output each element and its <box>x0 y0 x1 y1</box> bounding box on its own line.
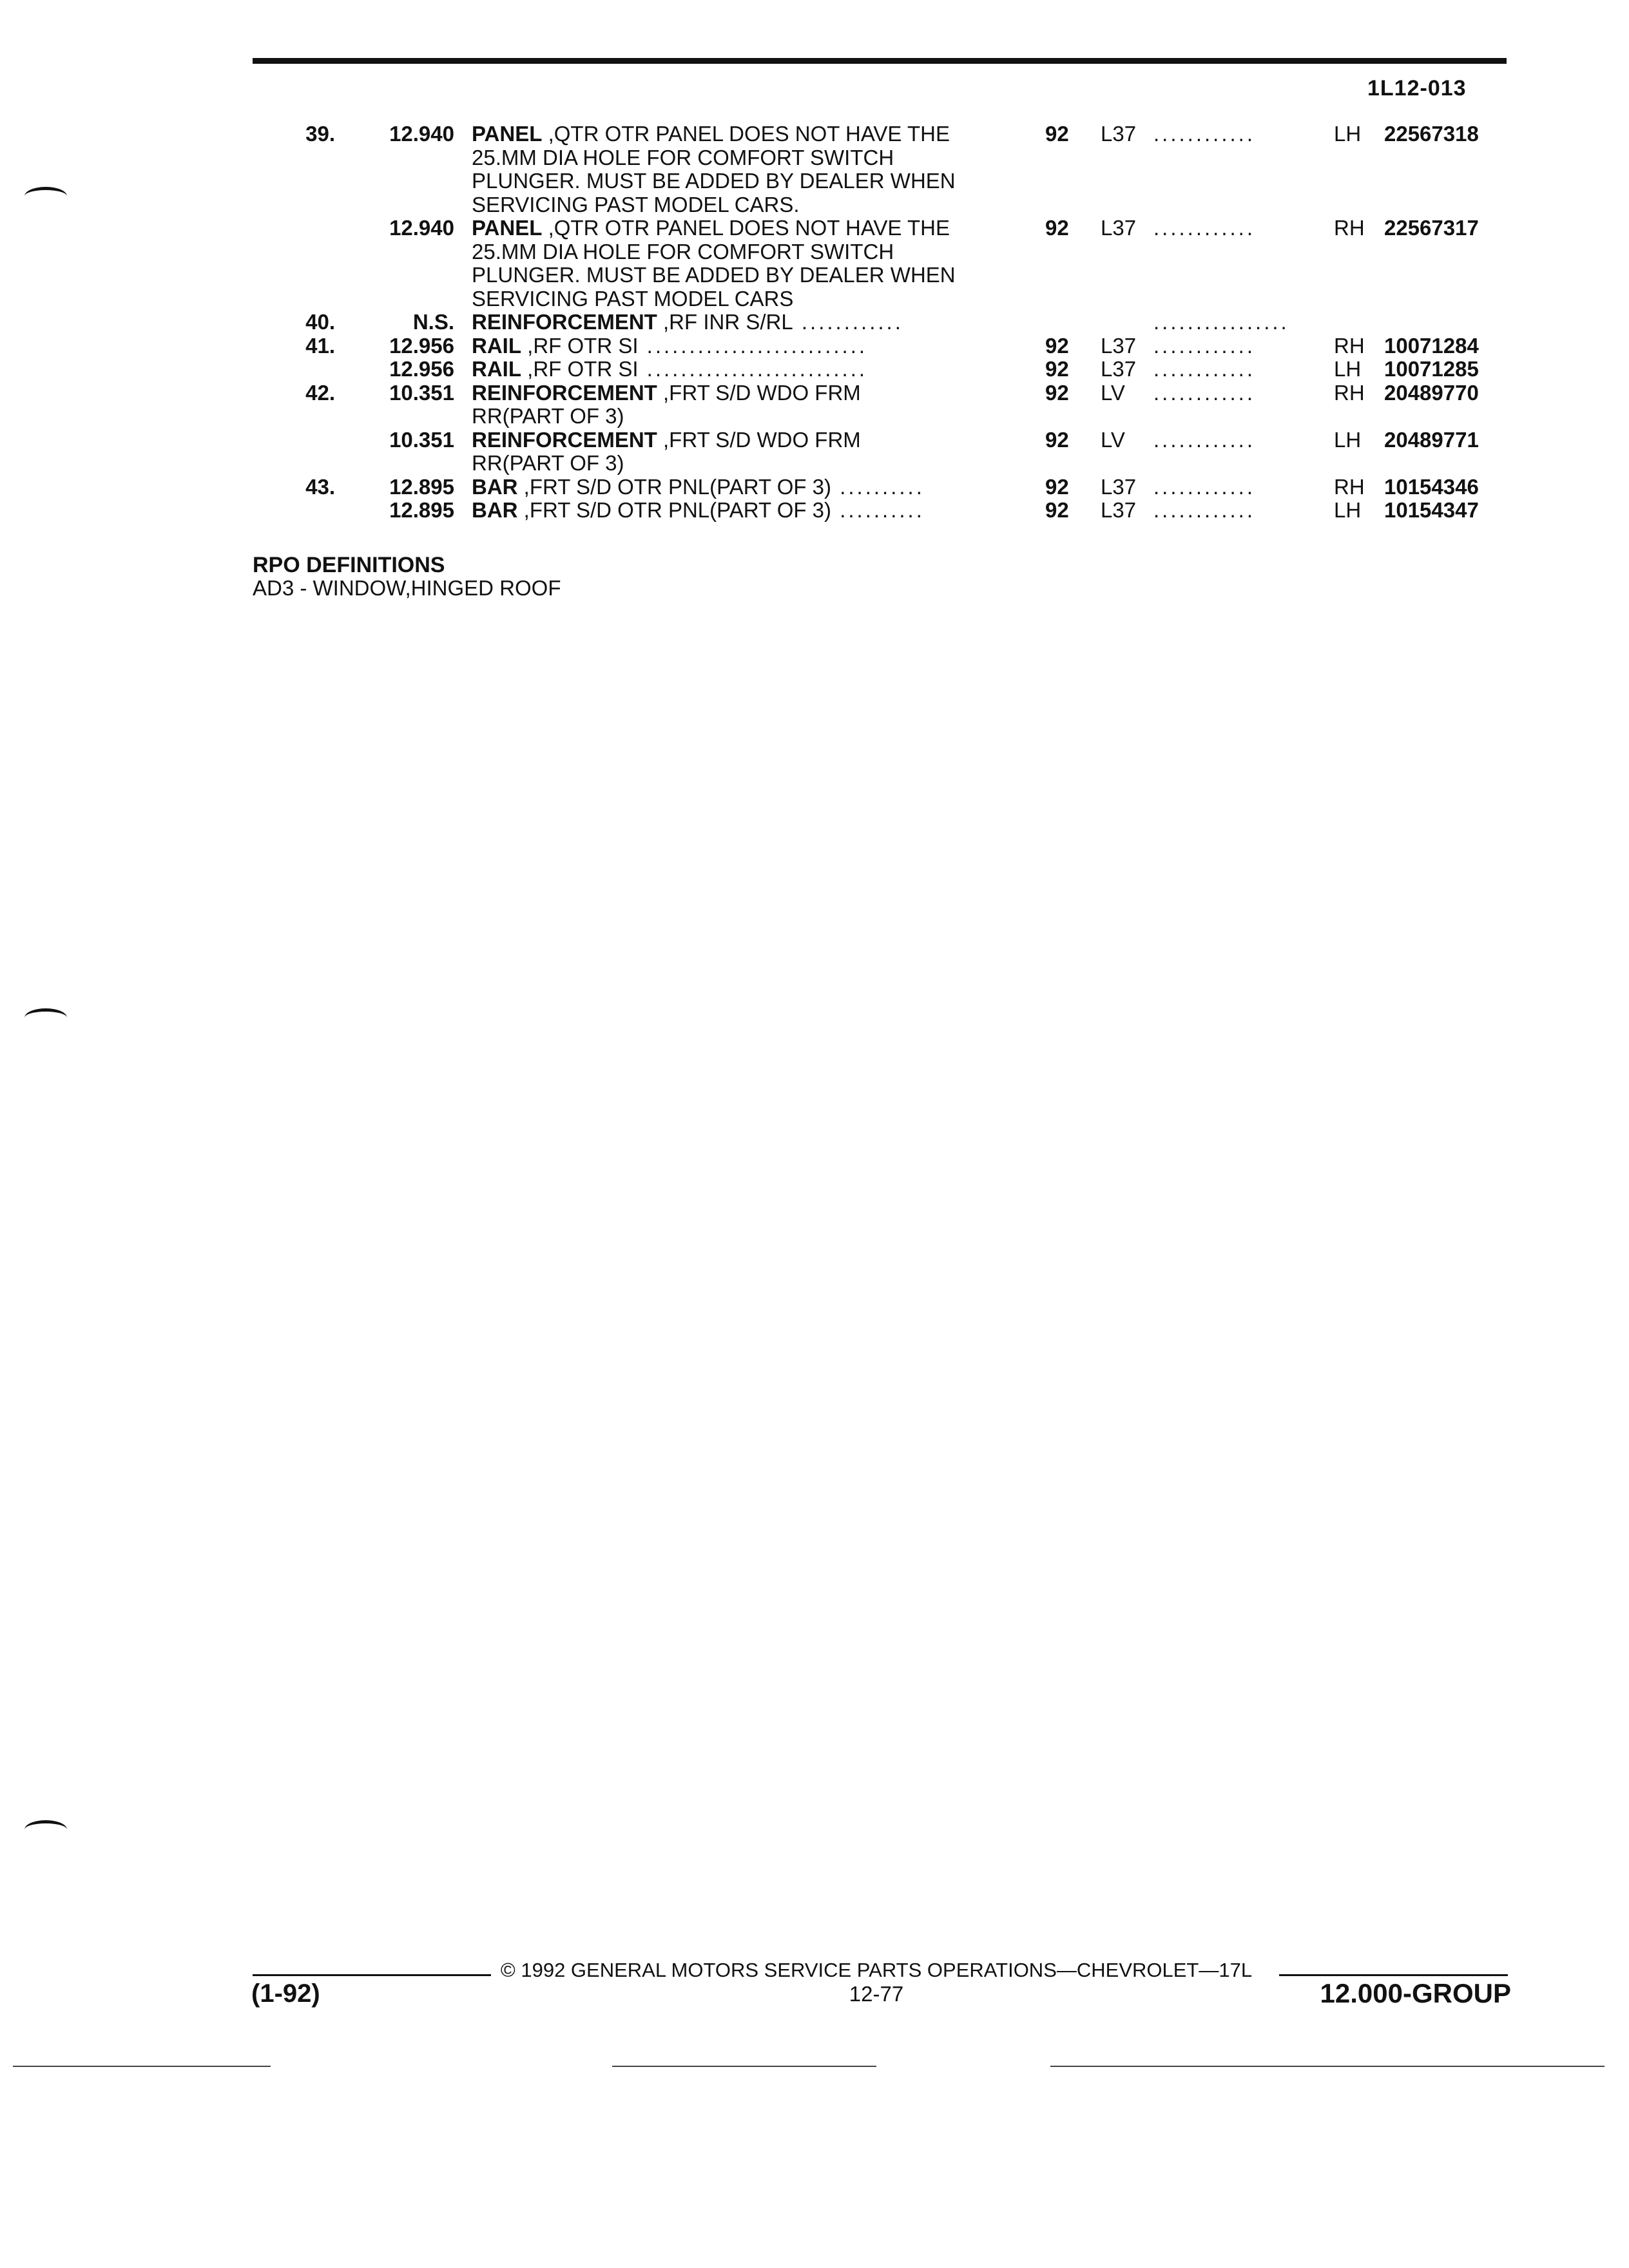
ref-number: 39. <box>305 122 335 146</box>
footer-rule-right <box>1279 1974 1508 1976</box>
part-row <box>0 240 1629 264</box>
leader-dots: ............ <box>1153 216 1256 240</box>
footer-rule-left <box>253 1974 491 1976</box>
part-number: 20489771 <box>1384 427 1479 452</box>
part-row <box>0 311 1629 334</box>
group-number: 12.940 <box>389 122 454 146</box>
part-description <box>472 216 1000 240</box>
description-text: ,FRT S/D OTR PNL(PART OF 3) <box>517 475 832 499</box>
model-year: 92 <box>1045 122 1069 146</box>
leader-dots: .......................... <box>638 358 868 381</box>
leader-dots: .......... <box>831 475 925 499</box>
side-code: RH <box>1334 380 1365 405</box>
side-code: LH <box>1334 427 1362 452</box>
ref-number: 43. <box>305 474 335 499</box>
rpo-code: LV <box>1101 380 1125 405</box>
part-description <box>472 240 1000 264</box>
part-name: PANEL <box>472 216 543 240</box>
model-year: 92 <box>1045 427 1069 452</box>
side-code: RH <box>1334 474 1365 499</box>
description-text: ,FRT S/D WDO FRM <box>657 381 861 405</box>
description-text: ,RF OTR SI <box>521 358 639 381</box>
part-description <box>472 193 1000 217</box>
binder-hole-mark <box>24 1008 67 1027</box>
header-rule <box>253 58 1507 64</box>
description-text: SERVICING PAST MODEL CARS <box>472 287 794 311</box>
page-code: 1L12-013 <box>1367 76 1467 101</box>
description-text: ,RF INR S/RL <box>657 311 793 334</box>
binder-hole-mark <box>24 187 67 206</box>
part-row <box>0 122 1629 146</box>
part-number: 10071285 <box>1384 357 1479 381</box>
rpo-definitions-title: RPO DEFINITIONS <box>253 553 445 577</box>
leader-dots: ............ <box>1153 475 1256 499</box>
bottom-edge-line <box>1050 2066 1605 2067</box>
description-text: ,QTR OTR PANEL DOES NOT HAVE THE <box>542 122 950 146</box>
ref-number: 42. <box>305 380 335 405</box>
group-number: 12.956 <box>389 333 454 358</box>
part-row <box>0 358 1629 381</box>
part-row <box>0 452 1629 476</box>
part-row <box>0 381 1629 405</box>
part-row <box>0 428 1629 452</box>
leader-dots: ............ <box>1153 334 1256 358</box>
part-description <box>472 499 1000 523</box>
binder-hole-mark <box>24 1820 67 1839</box>
description-text: RR(PART OF 3) <box>472 405 624 428</box>
description-text: ,FRT S/D OTR PNL(PART OF 3) <box>517 499 832 522</box>
copyright-text: © 1992 GENERAL MOTORS SERVICE PARTS OPERATIONS—CHEVROLET—17L <box>500 1959 1253 1981</box>
part-name: RAIL <box>472 358 521 381</box>
part-number: 22567317 <box>1384 216 1479 240</box>
part-description <box>472 146 1000 170</box>
rpo-code: L37 <box>1101 216 1137 240</box>
leader-dots: ................ <box>1153 311 1289 334</box>
part-number: 20489770 <box>1384 380 1479 405</box>
description-text: ,FRT S/D WDO FRM <box>657 428 861 452</box>
description-text: 25.MM DIA HOLE FOR COMFORT SWITCH <box>472 240 894 264</box>
model-year: 92 <box>1045 380 1069 405</box>
leader-dots: .......................... <box>638 334 868 358</box>
part-row <box>0 499 1629 523</box>
side-code: LH <box>1334 357 1362 381</box>
group-number: 10.351 <box>389 427 454 452</box>
leader-dots: ............ <box>1153 381 1256 405</box>
ref-number: 40. <box>305 310 335 334</box>
group-number: N.S. <box>412 310 454 334</box>
rpo-code: LV <box>1101 427 1125 452</box>
rpo-definition-item: AD3 - WINDOW,HINGED ROOF <box>253 576 561 600</box>
part-description <box>472 264 1000 287</box>
part-row <box>0 287 1629 311</box>
leader-dots: ............ <box>1153 428 1256 452</box>
side-code: RH <box>1334 216 1365 240</box>
part-description <box>472 311 1000 334</box>
description-text: ,QTR OTR PANEL DOES NOT HAVE THE <box>542 216 950 240</box>
part-description <box>472 358 1000 381</box>
part-number: 10154347 <box>1384 498 1479 522</box>
part-description <box>472 405 1000 428</box>
part-row <box>0 216 1629 240</box>
model-year: 92 <box>1045 333 1069 358</box>
part-row <box>0 146 1629 170</box>
model-year: 92 <box>1045 474 1069 499</box>
part-name: REINFORCEMENT <box>472 311 657 334</box>
parts-list <box>0 122 1629 523</box>
part-name: PANEL <box>472 122 543 146</box>
part-row <box>0 169 1629 193</box>
model-year: 92 <box>1045 357 1069 381</box>
part-description <box>472 452 1000 476</box>
part-description <box>472 334 1000 358</box>
part-number: 22567318 <box>1384 122 1479 146</box>
part-name: REINFORCEMENT <box>472 381 657 405</box>
part-number: 10071284 <box>1384 333 1479 358</box>
page-number: 12-77 <box>849 1982 904 2006</box>
part-number: 10154346 <box>1384 474 1479 499</box>
part-description <box>472 169 1000 193</box>
group-number: 12.895 <box>389 474 454 499</box>
leader-dots: ............ <box>1153 122 1256 146</box>
group-number: 10.351 <box>389 380 454 405</box>
part-description <box>472 476 1000 499</box>
part-name: RAIL <box>472 334 521 358</box>
model-year: 92 <box>1045 216 1069 240</box>
group-number: 12.940 <box>389 216 454 240</box>
part-row <box>0 193 1629 217</box>
leader-dots: ............ <box>793 311 903 334</box>
rpo-code: L37 <box>1101 333 1137 358</box>
rpo-code: L37 <box>1101 122 1137 146</box>
ref-number: 41. <box>305 333 335 358</box>
description-text: RR(PART OF 3) <box>472 452 624 475</box>
part-row <box>0 405 1629 428</box>
side-code: LH <box>1334 498 1362 522</box>
part-row <box>0 476 1629 499</box>
bottom-edge-line <box>13 2066 271 2067</box>
group-label: 12.000-GROUP <box>1320 1978 1511 2008</box>
revision-date: (1-92) <box>251 1979 320 2008</box>
description-text: PLUNGER. MUST BE ADDED BY DEALER WHEN <box>472 264 956 287</box>
leader-dots: .......... <box>831 499 925 522</box>
part-description <box>472 122 1000 146</box>
description-text: ,RF OTR SI <box>521 334 639 358</box>
group-number: 12.956 <box>389 357 454 381</box>
rpo-code: L37 <box>1101 474 1137 499</box>
group-number: 12.895 <box>389 498 454 522</box>
leader-dots: ............ <box>1153 358 1256 381</box>
part-name: BAR <box>472 499 518 522</box>
description-text: PLUNGER. MUST BE ADDED BY DEALER WHEN <box>472 169 956 193</box>
side-code: LH <box>1334 122 1362 146</box>
rpo-code: L37 <box>1101 357 1137 381</box>
rpo-code: L37 <box>1101 498 1137 522</box>
model-year: 92 <box>1045 498 1069 522</box>
leader-dots: ............ <box>1153 499 1256 522</box>
bottom-edge-line <box>612 2066 876 2067</box>
description-text: SERVICING PAST MODEL CARS. <box>472 193 800 216</box>
side-code: RH <box>1334 333 1365 358</box>
part-name: REINFORCEMENT <box>472 428 657 452</box>
part-description <box>472 287 1000 311</box>
part-row <box>0 334 1629 358</box>
part-description <box>472 428 1000 452</box>
description-text: 25.MM DIA HOLE FOR COMFORT SWITCH <box>472 146 894 169</box>
part-row <box>0 264 1629 287</box>
part-description <box>472 381 1000 405</box>
part-name: BAR <box>472 475 518 499</box>
